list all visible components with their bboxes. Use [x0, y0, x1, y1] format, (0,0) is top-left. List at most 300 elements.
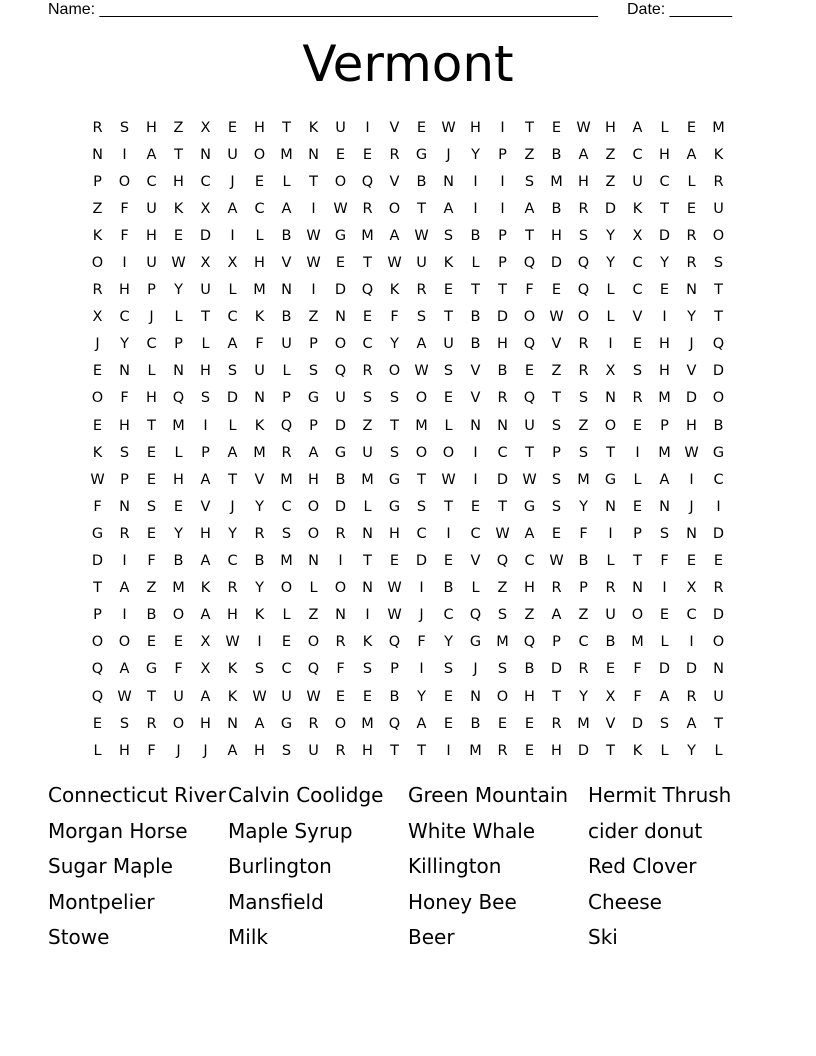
- grid-letter: O: [91, 255, 104, 272]
- grid-letter: E: [362, 146, 373, 163]
- grid-letter: L: [282, 607, 291, 624]
- word-list-item: White Whale: [408, 818, 536, 843]
- grid-letter: D: [685, 390, 698, 407]
- grid-letter: G: [307, 390, 320, 407]
- grid-letter: R: [335, 742, 346, 759]
- grid-letter: I: [608, 525, 613, 542]
- grid-letter: D: [658, 227, 671, 244]
- grid-letter: A: [200, 471, 211, 488]
- grid-letter: Q: [307, 661, 320, 678]
- grid-letter: L: [228, 417, 237, 434]
- grid-letter: H: [605, 119, 616, 136]
- grid-letter: S: [416, 498, 427, 515]
- grid-letter: I: [446, 742, 451, 759]
- grid-letter: C: [416, 525, 427, 542]
- grid-letter: Z: [308, 309, 319, 326]
- grid-letter: X: [200, 661, 211, 678]
- grid-letter: Q: [361, 282, 374, 299]
- grid-letter: H: [659, 336, 670, 353]
- grid-letter: Y: [444, 634, 453, 651]
- grid-letter: V: [470, 553, 481, 570]
- grid-letter: B: [551, 146, 562, 163]
- grid-letter: S: [578, 444, 589, 461]
- grid-letter: U: [524, 417, 535, 434]
- grid-letter: Y: [174, 282, 183, 299]
- grid-letter: V: [605, 715, 616, 732]
- grid-letter: C: [281, 498, 292, 515]
- grid-letter: C: [713, 471, 724, 488]
- grid-letter: R: [713, 173, 724, 190]
- grid-letter: Y: [174, 525, 183, 542]
- grid-letter: R: [146, 715, 157, 732]
- grid-letter: X: [227, 255, 238, 272]
- grid-letter: C: [443, 607, 454, 624]
- grid-letter: K: [362, 634, 373, 651]
- grid-letter: M: [361, 471, 374, 488]
- grid-letter: J: [473, 661, 478, 678]
- grid-letter: S: [713, 255, 724, 272]
- grid-letter: K: [713, 146, 724, 163]
- grid-letter: W: [387, 255, 402, 272]
- grid-letter: E: [92, 715, 103, 732]
- grid-letter: M: [658, 390, 671, 407]
- grid-letter: P: [552, 444, 561, 461]
- grid-letter: J: [419, 607, 424, 624]
- grid-letter: A: [443, 200, 454, 217]
- grid-letter: T: [525, 444, 534, 461]
- grid-letter: A: [686, 146, 697, 163]
- grid-letter: E: [92, 417, 103, 434]
- grid-letter: C: [632, 146, 643, 163]
- grid-letter: E: [470, 498, 481, 515]
- grid-letter: D: [712, 525, 725, 542]
- grid-letter: R: [686, 255, 697, 272]
- grid-letter: T: [93, 580, 102, 597]
- grid-letter: E: [443, 688, 454, 705]
- grid-letter: H: [146, 390, 157, 407]
- grid-letter: O: [415, 444, 428, 461]
- grid-letter: C: [146, 336, 157, 353]
- grid-row: [84, 304, 734, 331]
- grid-letter: X: [605, 363, 616, 380]
- grid-letter: O: [523, 309, 536, 326]
- word-list-item: Honey Bee: [408, 889, 517, 914]
- word-list-item: Mansfield: [228, 889, 324, 914]
- grid-letter: Z: [173, 119, 184, 136]
- grid-letter: M: [172, 580, 185, 597]
- grid-letter: X: [200, 119, 211, 136]
- grid-letter: T: [417, 471, 426, 488]
- grid-row: [84, 168, 734, 195]
- grid-letter: M: [577, 715, 590, 732]
- grid-letter: H: [497, 336, 508, 353]
- grid-letter: E: [254, 173, 265, 190]
- grid-letter: S: [362, 661, 373, 678]
- grid-letter: O: [334, 336, 347, 353]
- grid-letter: D: [226, 390, 239, 407]
- grid-letter: R: [308, 715, 319, 732]
- grid-letter: I: [662, 580, 667, 597]
- grid-letter: X: [200, 255, 211, 272]
- grid-letter: A: [524, 200, 535, 217]
- grid-letter: Z: [551, 363, 562, 380]
- grid-letter: O: [172, 607, 185, 624]
- grid-letter: E: [713, 553, 724, 570]
- grid-letter: A: [200, 553, 211, 570]
- grid-letter: O: [307, 634, 320, 651]
- grid-letter: U: [146, 200, 157, 217]
- grid-letter: K: [92, 444, 103, 461]
- grid-letter: E: [686, 200, 697, 217]
- grid-letter: L: [309, 580, 318, 597]
- word-list-item: Morgan Horse: [48, 818, 188, 843]
- grid-letter: U: [416, 255, 427, 272]
- grid-row: [84, 629, 734, 656]
- grid-letter: S: [119, 444, 130, 461]
- grid-letter: E: [362, 688, 373, 705]
- grid-letter: G: [334, 227, 347, 244]
- grid-letter: D: [685, 661, 698, 678]
- grid-letter: W: [495, 525, 510, 542]
- grid-letter: R: [686, 688, 697, 705]
- grid-letter: W: [414, 363, 429, 380]
- grid-letter: R: [686, 227, 697, 244]
- grid-letter: C: [227, 553, 238, 570]
- grid-letter: H: [227, 607, 238, 624]
- grid-letter: I: [473, 444, 478, 461]
- grid-letter: N: [227, 715, 238, 732]
- grid-letter: E: [146, 525, 157, 542]
- grid-letter: B: [605, 634, 616, 651]
- grid-letter: T: [552, 390, 561, 407]
- grid-letter: S: [578, 390, 589, 407]
- grid-letter: O: [172, 715, 185, 732]
- grid-letter: Q: [388, 715, 401, 732]
- grid-letter: D: [604, 200, 617, 217]
- grid-letter: U: [335, 119, 346, 136]
- grid-letter: P: [309, 417, 318, 434]
- grid-letter: V: [551, 336, 562, 353]
- grid-letter: A: [308, 444, 319, 461]
- grid-letter: C: [632, 255, 643, 272]
- grid-letter: R: [713, 580, 724, 597]
- grid-letter: F: [390, 309, 399, 326]
- grid-letter: O: [307, 498, 320, 515]
- grid-letter: L: [147, 363, 156, 380]
- grid-letter: S: [443, 227, 454, 244]
- grid-letter: M: [415, 417, 428, 434]
- grid-letter: E: [659, 607, 670, 624]
- grid-letter: R: [254, 525, 265, 542]
- grid-letter: V: [281, 255, 292, 272]
- grid-letter: T: [660, 200, 669, 217]
- grid-letter: P: [579, 580, 588, 597]
- grid-letter: U: [281, 688, 292, 705]
- grid-letter: U: [713, 688, 724, 705]
- grid-letter: O: [388, 363, 401, 380]
- grid-row: [84, 114, 734, 141]
- grid-letter: Q: [577, 255, 590, 272]
- grid-letter: P: [120, 471, 129, 488]
- grid-letter: T: [417, 200, 426, 217]
- grid-letter: E: [524, 363, 535, 380]
- grid-letter: B: [281, 227, 292, 244]
- grid-letter: E: [92, 363, 103, 380]
- grid-letter: B: [470, 336, 481, 353]
- grid-letter: E: [659, 282, 670, 299]
- grid-letter: K: [254, 309, 265, 326]
- grid-letter: W: [306, 227, 321, 244]
- grid-letter: S: [443, 363, 454, 380]
- grid-letter: U: [443, 336, 454, 353]
- grid-letter: S: [227, 363, 238, 380]
- grid-letter: P: [93, 607, 102, 624]
- grid-letter: N: [362, 580, 373, 597]
- grid-row: [84, 656, 734, 683]
- grid-letter: M: [631, 634, 644, 651]
- grid-letter: W: [387, 580, 402, 597]
- grid-letter: J: [446, 146, 451, 163]
- grid-letter: S: [389, 390, 400, 407]
- grid-letter: D: [712, 363, 725, 380]
- grid-letter: M: [577, 471, 590, 488]
- grid-letter: E: [362, 309, 373, 326]
- grid-letter: U: [146, 255, 157, 272]
- grid-letter: C: [227, 309, 238, 326]
- grid-letter: U: [200, 282, 211, 299]
- grid-letter: B: [173, 553, 184, 570]
- grid-letter: I: [500, 173, 505, 190]
- grid-letter: M: [361, 715, 374, 732]
- grid-row: [84, 249, 734, 276]
- word-list-item: Killington: [408, 854, 502, 878]
- grid-letter: W: [684, 444, 699, 461]
- grid-letter: T: [174, 146, 183, 163]
- grid-letter: C: [686, 607, 697, 624]
- grid-letter: N: [659, 498, 670, 515]
- date-field: Date: _______: [627, 1, 732, 18]
- grid-letter: U: [362, 444, 373, 461]
- grid-letter: U: [605, 607, 616, 624]
- grid-letter: O: [712, 227, 725, 244]
- grid-letter: I: [230, 227, 235, 244]
- grid-letter: B: [524, 661, 535, 678]
- grid-row: [84, 195, 734, 222]
- grid-letter: K: [92, 227, 103, 244]
- grid-letter: N: [254, 390, 265, 407]
- grid-letter: W: [171, 255, 186, 272]
- grid-letter: E: [524, 742, 535, 759]
- grid-letter: N: [308, 146, 319, 163]
- grid-letter: P: [498, 146, 507, 163]
- grid-letter: W: [306, 255, 321, 272]
- grid-letter: P: [282, 390, 291, 407]
- grid-letter: E: [524, 715, 535, 732]
- grid-letter: H: [200, 715, 211, 732]
- grid-letter: T: [606, 742, 615, 759]
- grid-letter: J: [95, 336, 100, 353]
- grid-letter: T: [309, 173, 318, 190]
- grid-letter: V: [686, 363, 697, 380]
- grid-letter: N: [200, 146, 211, 163]
- grid-row: [84, 439, 734, 466]
- grid-letter: O: [388, 200, 401, 217]
- grid-letter: B: [254, 553, 265, 570]
- grid-letter: M: [280, 471, 293, 488]
- grid-letter: O: [577, 309, 590, 326]
- grid-letter: O: [334, 173, 347, 190]
- grid-letter: L: [660, 119, 669, 136]
- grid-letter: I: [122, 146, 127, 163]
- grid-letter: G: [523, 498, 536, 515]
- grid-letter: U: [173, 688, 184, 705]
- grid-letter: W: [333, 200, 348, 217]
- grid-letter: N: [335, 607, 346, 624]
- grid-letter: H: [659, 146, 670, 163]
- grid-letter: I: [608, 336, 613, 353]
- grid-letter: L: [633, 471, 642, 488]
- grid-letter: X: [632, 227, 643, 244]
- grid-letter: L: [282, 363, 291, 380]
- grid-letter: C: [254, 200, 265, 217]
- grid-letter: R: [281, 444, 292, 461]
- grid-letter: B: [389, 688, 400, 705]
- grid-letter: P: [174, 336, 183, 353]
- grid-letter: T: [417, 742, 426, 759]
- grid-letter: A: [524, 525, 535, 542]
- grid-letter: D: [577, 742, 590, 759]
- word-list-item: Montpelier: [48, 889, 155, 914]
- grid-letter: B: [470, 715, 481, 732]
- grid-letter: X: [605, 688, 616, 705]
- grid-letter: Q: [577, 282, 590, 299]
- grid-letter: O: [280, 580, 293, 597]
- grid-letter: X: [200, 634, 211, 651]
- grid-letter: S: [416, 309, 427, 326]
- grid-letter: C: [119, 309, 130, 326]
- grid-letter: Z: [524, 607, 535, 624]
- grid-letter: A: [632, 119, 643, 136]
- word-list-item: Sugar Maple: [48, 854, 173, 878]
- grid-letter: Y: [687, 309, 696, 326]
- word-list-item: cider donut: [588, 818, 703, 843]
- grid-letter: J: [176, 742, 181, 759]
- grid-letter: W: [441, 119, 456, 136]
- grid-letter: A: [551, 607, 562, 624]
- grid-letter: C: [362, 336, 373, 353]
- grid-letter: L: [606, 309, 615, 326]
- grid-letter: X: [686, 580, 697, 597]
- word-list-item: Cheese: [588, 889, 662, 914]
- grid-letter: T: [444, 498, 453, 515]
- grid-letter: F: [525, 282, 534, 299]
- grid-letter: I: [122, 255, 127, 272]
- grid-letter: R: [551, 580, 562, 597]
- grid-letter: W: [549, 309, 564, 326]
- grid-letter: O: [334, 580, 347, 597]
- grid-row: [84, 358, 734, 385]
- word-list-item: Milk: [228, 925, 268, 949]
- grid-letter: B: [578, 553, 589, 570]
- grid-letter: D: [334, 417, 347, 434]
- grid-letter: N: [335, 309, 346, 326]
- grid-letter: H: [470, 119, 481, 136]
- grid-letter: B: [146, 607, 157, 624]
- grid-letter: A: [281, 200, 292, 217]
- grid-letter: W: [90, 471, 105, 488]
- grid-letter: S: [551, 417, 562, 434]
- grid-letter: S: [254, 661, 265, 678]
- grid-letter: L: [201, 336, 210, 353]
- grid-letter: G: [388, 471, 401, 488]
- grid-letter: W: [306, 688, 321, 705]
- grid-letter: E: [443, 390, 454, 407]
- grid-letter: M: [172, 417, 185, 434]
- grid-letter: A: [119, 661, 130, 678]
- grid-letter: N: [470, 688, 481, 705]
- grid-letter: E: [335, 688, 346, 705]
- grid-letter: L: [660, 742, 669, 759]
- grid-letter: L: [606, 553, 615, 570]
- grid-letter: L: [282, 173, 291, 190]
- grid-letter: Q: [334, 363, 347, 380]
- grid-letter: I: [473, 200, 478, 217]
- word-list-item: Calvin Coolidge: [228, 783, 384, 807]
- grid-letter: H: [254, 255, 265, 272]
- grid-letter: O: [631, 607, 644, 624]
- grid-letter: E: [146, 444, 157, 461]
- grid-letter: N: [308, 553, 319, 570]
- grid-letter: E: [335, 146, 346, 163]
- grid-letter: Y: [255, 498, 264, 515]
- grid-letter: G: [469, 634, 482, 651]
- grid-letter: T: [606, 444, 615, 461]
- grid-letter: E: [605, 661, 616, 678]
- grid-letter: A: [389, 227, 400, 244]
- grid-letter: G: [415, 146, 428, 163]
- grid-letter: S: [119, 715, 130, 732]
- grid-letter: F: [417, 634, 426, 651]
- grid-letter: H: [119, 742, 130, 759]
- grid-letter: W: [117, 688, 132, 705]
- grid-letter: I: [716, 498, 721, 515]
- grid-letter: T: [471, 282, 480, 299]
- grid-letter: Z: [605, 146, 616, 163]
- grid-letter: K: [227, 688, 238, 705]
- grid-letter: T: [525, 227, 534, 244]
- grid-letter: N: [605, 498, 616, 515]
- grid-letter: T: [498, 498, 507, 515]
- grid-letter: G: [712, 444, 725, 461]
- grid-letter: E: [146, 471, 157, 488]
- grid-letter: E: [443, 715, 454, 732]
- grid-letter: I: [689, 634, 694, 651]
- grid-letter: E: [686, 119, 697, 136]
- grid-letter: O: [118, 173, 131, 190]
- grid-row: [84, 277, 734, 304]
- grid-letter: G: [145, 661, 158, 678]
- grid-letter: S: [524, 173, 535, 190]
- grid-letter: T: [714, 282, 723, 299]
- grid-letter: Z: [92, 200, 103, 217]
- grid-letter: A: [686, 715, 697, 732]
- grid-letter: W: [225, 634, 240, 651]
- grid-letter: K: [173, 200, 184, 217]
- grid-letter: R: [119, 525, 130, 542]
- word-list: [48, 778, 768, 956]
- grid-letter: N: [632, 580, 643, 597]
- grid-letter: K: [200, 580, 211, 597]
